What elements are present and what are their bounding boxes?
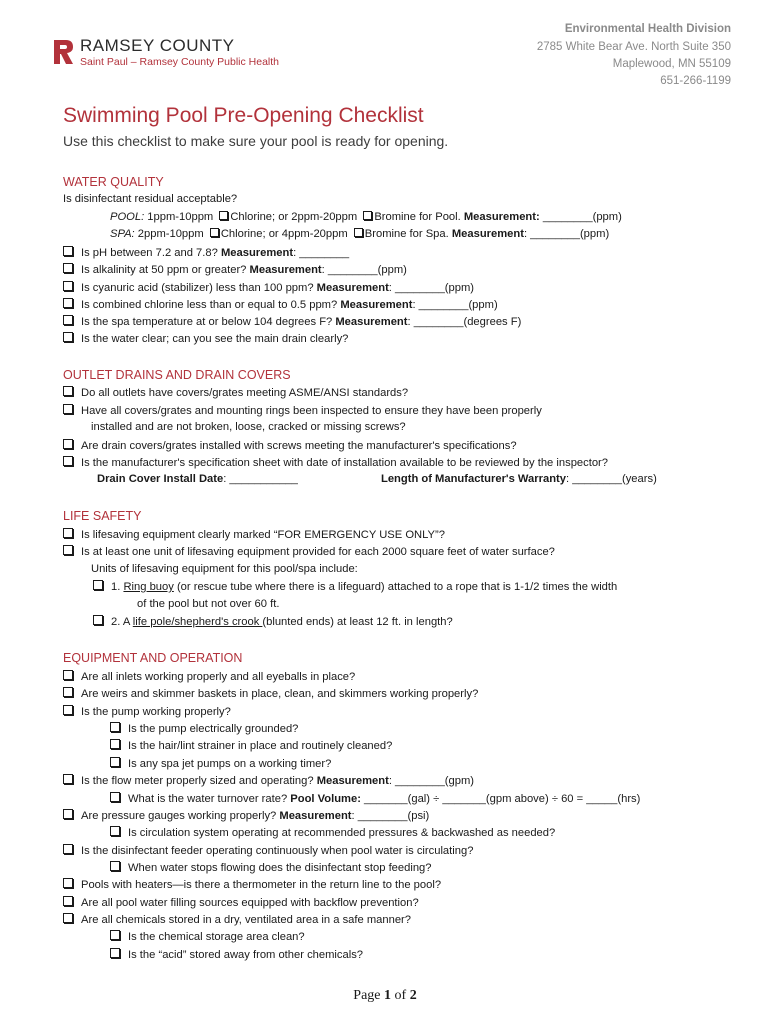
checkbox[interactable] — [63, 332, 73, 342]
checkbox[interactable] — [110, 739, 120, 749]
org-name: RAMSEY COUNTY — [80, 36, 235, 55]
spa-bromine-checkbox[interactable] — [354, 228, 363, 237]
checkbox[interactable] — [63, 774, 73, 784]
checklist-item-backflow: Are all pool water filling sources equipped with backflow prevention? — [63, 896, 419, 909]
checklist-item-ph: Is pH between 7.2 and 7.8? Measurement: ________ — [63, 246, 349, 259]
checklist-item-life-pole: 2. A life pole/shepherd's crook (blunted ends) at least 12 ft. in length? — [93, 615, 453, 628]
checklist-item-feeder: Is the disinfectant feeder operating continuously when pool water is circulating? — [63, 844, 473, 857]
checkbox[interactable] — [63, 281, 73, 291]
checklist-item-heaters: Pools with heaters—is there a thermometer in the return line to the pool? — [63, 878, 441, 891]
checkbox[interactable] — [63, 687, 73, 697]
checkbox[interactable] — [63, 456, 73, 466]
checklist-item-alkalinity: Is alkalinity at 50 ppm or greater? Measurement: ________(ppm) — [63, 263, 407, 276]
checklist-item-drain-screws: Are drain covers/grates installed with screws meeting the manufacturer's specifications? — [63, 439, 517, 452]
checkbox[interactable] — [63, 528, 73, 538]
checkbox[interactable] — [110, 930, 120, 940]
section-water-quality: WATER QUALITY — [63, 175, 164, 189]
page-title: Swimming Pool Pre-Opening Checklist — [63, 104, 424, 127]
checkbox[interactable] — [63, 913, 73, 923]
checkbox[interactable] — [63, 315, 73, 325]
checkbox[interactable] — [63, 545, 73, 555]
pool-bromine-checkbox[interactable] — [363, 211, 372, 220]
checkbox[interactable] — [63, 705, 73, 715]
checkbox[interactable] — [63, 386, 73, 396]
checkbox[interactable] — [63, 439, 73, 449]
checkbox[interactable] — [110, 826, 120, 836]
section-outlet-drains: OUTLET DRAINS AND DRAIN COVERS — [63, 368, 291, 382]
checkbox[interactable] — [110, 948, 120, 958]
contact-city: Maplewood, MN 55109 — [612, 58, 731, 70]
checklist-item-pump-grounded: Is the pump electrically grounded? — [110, 722, 298, 735]
checklist-item-outlet-covers: Do all outlets have covers/grates meeting ASME/ANSI standards? — [63, 386, 408, 399]
spa-residual-line: SPA: 2ppm-10ppm Chlorine; or 4ppm-20ppm Bromine for Spa. Measurement: ________(ppm) — [110, 228, 610, 240]
checklist-item-strainer: Is the hair/lint strainer in place and routinely cleaned? — [110, 739, 392, 752]
checkbox[interactable] — [110, 757, 120, 767]
drain-install-date-field[interactable]: Drain Cover Install Date: ___________ — [97, 473, 298, 485]
warranty-length-field[interactable]: Length of Manufacturer's Warranty: ________(years) — [381, 473, 657, 485]
org-tagline: Saint Paul – Ramsey County Public Health — [80, 56, 280, 68]
checklist-item-turnover: What is the water turnover rate? Pool Volume: _______(gal) ÷ _______(gpm above) ÷ 60 = _____(hrs) — [110, 792, 640, 805]
checkbox[interactable] — [110, 722, 120, 732]
checkbox[interactable] — [63, 896, 73, 906]
checklist-item-emergency-marked: Is lifesaving equipment clearly marked “FOR EMERGENCY USE ONLY”? — [63, 528, 445, 541]
checklist-item-flow-meter: Is the flow meter properly sized and operating? Measurement: ________(gpm) — [63, 774, 474, 787]
checkbox[interactable] — [63, 809, 73, 819]
section-equipment: EQUIPMENT AND OPERATION — [63, 651, 243, 665]
checklist-item-storage-clean: Is the chemical storage area clean? — [110, 930, 305, 943]
section-life-safety: LIFE SAFETY — [63, 509, 142, 523]
contact-division: Environmental Health Division — [564, 23, 731, 35]
checkbox[interactable] — [63, 404, 73, 414]
checkbox[interactable] — [110, 792, 120, 802]
checklist-item-lifesaving-units: Is at least one unit of lifesaving equipment provided for each 2000 square feet of water surface? — [63, 545, 555, 558]
page-number: Page 1 of 2 — [353, 988, 417, 1003]
checklist-item-ring-buoy-cont: of the pool but not over 60 ft. — [137, 598, 280, 610]
checklist-item-circulation: Is circulation system operating at recommended pressures & backwashed as needed? — [110, 826, 555, 839]
checkbox[interactable] — [63, 263, 73, 273]
checklist-item-spec-sheet: Is the manufacturer's specification sheet with date of installation available to be reviewed by the inspector? — [63, 456, 608, 469]
checklist-item-covers-inspected-cont: installed and are not broken, loose, cracked or missing screws? — [91, 421, 406, 433]
checkbox[interactable] — [63, 844, 73, 854]
checklist-item-pressure-gauges: Are pressure gauges working properly? Measurement: ________(psi) — [63, 809, 429, 822]
water-quality-intro: Is disinfectant residual acceptable? — [63, 193, 238, 205]
pool-chlorine-checkbox[interactable] — [219, 211, 228, 220]
spa-chlorine-checkbox[interactable] — [210, 228, 219, 237]
checkbox[interactable] — [93, 580, 103, 590]
checklist-item-covers-inspected: Have all covers/grates and mounting rings been inspected to ensure they have been properly — [63, 404, 542, 417]
pool-residual-line: POOL: 1ppm-10ppm Chlorine; or 2ppm-20ppm Bromine for Pool. Measurement: ________(ppm) — [110, 211, 622, 223]
checklist-item-spa-temp: Is the spa temperature at or below 104 degrees F? Measurement: ________(degrees F) — [63, 315, 521, 328]
contact-address: 2785 White Bear Ave. North Suite 350 — [536, 41, 731, 53]
contact-phone: 651-266-1199 — [660, 75, 731, 87]
checkbox[interactable] — [63, 878, 73, 888]
checklist-item-chemical-storage: Are all chemicals stored in a dry, ventilated area in a safe manner? — [63, 913, 411, 926]
checklist-item-water-clear: Is the water clear; can you see the main drain clearly? — [63, 332, 348, 345]
checklist-item-acid-stored: Is the “acid” stored away from other chemicals? — [110, 948, 363, 961]
checkbox[interactable] — [63, 298, 73, 308]
checklist-item-pump: Is the pump working properly? — [63, 705, 231, 718]
lifesaving-units-intro: Units of lifesaving equipment for this pool/spa include: — [91, 563, 358, 575]
checklist-item-feeder-stop: When water stops flowing does the disinfectant stop feeding? — [110, 861, 432, 874]
checklist-item-ring-buoy: 1. Ring buoy (or rescue tube where there is a lifeguard) attached to a rope that is 1-1/2 times the width — [93, 580, 617, 593]
checklist-item-combined-chlorine: Is combined chlorine less than or equal to 0.5 ppm? Measurement: ________(ppm) — [63, 298, 498, 311]
checkbox[interactable] — [110, 861, 120, 871]
checklist-item-weirs: Are weirs and skimmer baskets in place, clean, and skimmers working properly? — [63, 687, 478, 700]
checkbox[interactable] — [93, 615, 103, 625]
checkbox[interactable] — [63, 670, 73, 680]
ramsey-county-logo-icon — [52, 38, 74, 66]
page-subtitle: Use this checklist to make sure your pool is ready for opening. — [63, 133, 449, 149]
checklist-item-spa-jets: Is any spa jet pumps on a working timer? — [110, 757, 331, 770]
checklist-item-inlets: Are all inlets working properly and all eyeballs in place? — [63, 670, 355, 683]
checklist-item-cyanuric: Is cyanuric acid (stabilizer) less than 100 ppm? Measurement: ________(ppm) — [63, 281, 474, 294]
checkbox[interactable] — [63, 246, 73, 256]
